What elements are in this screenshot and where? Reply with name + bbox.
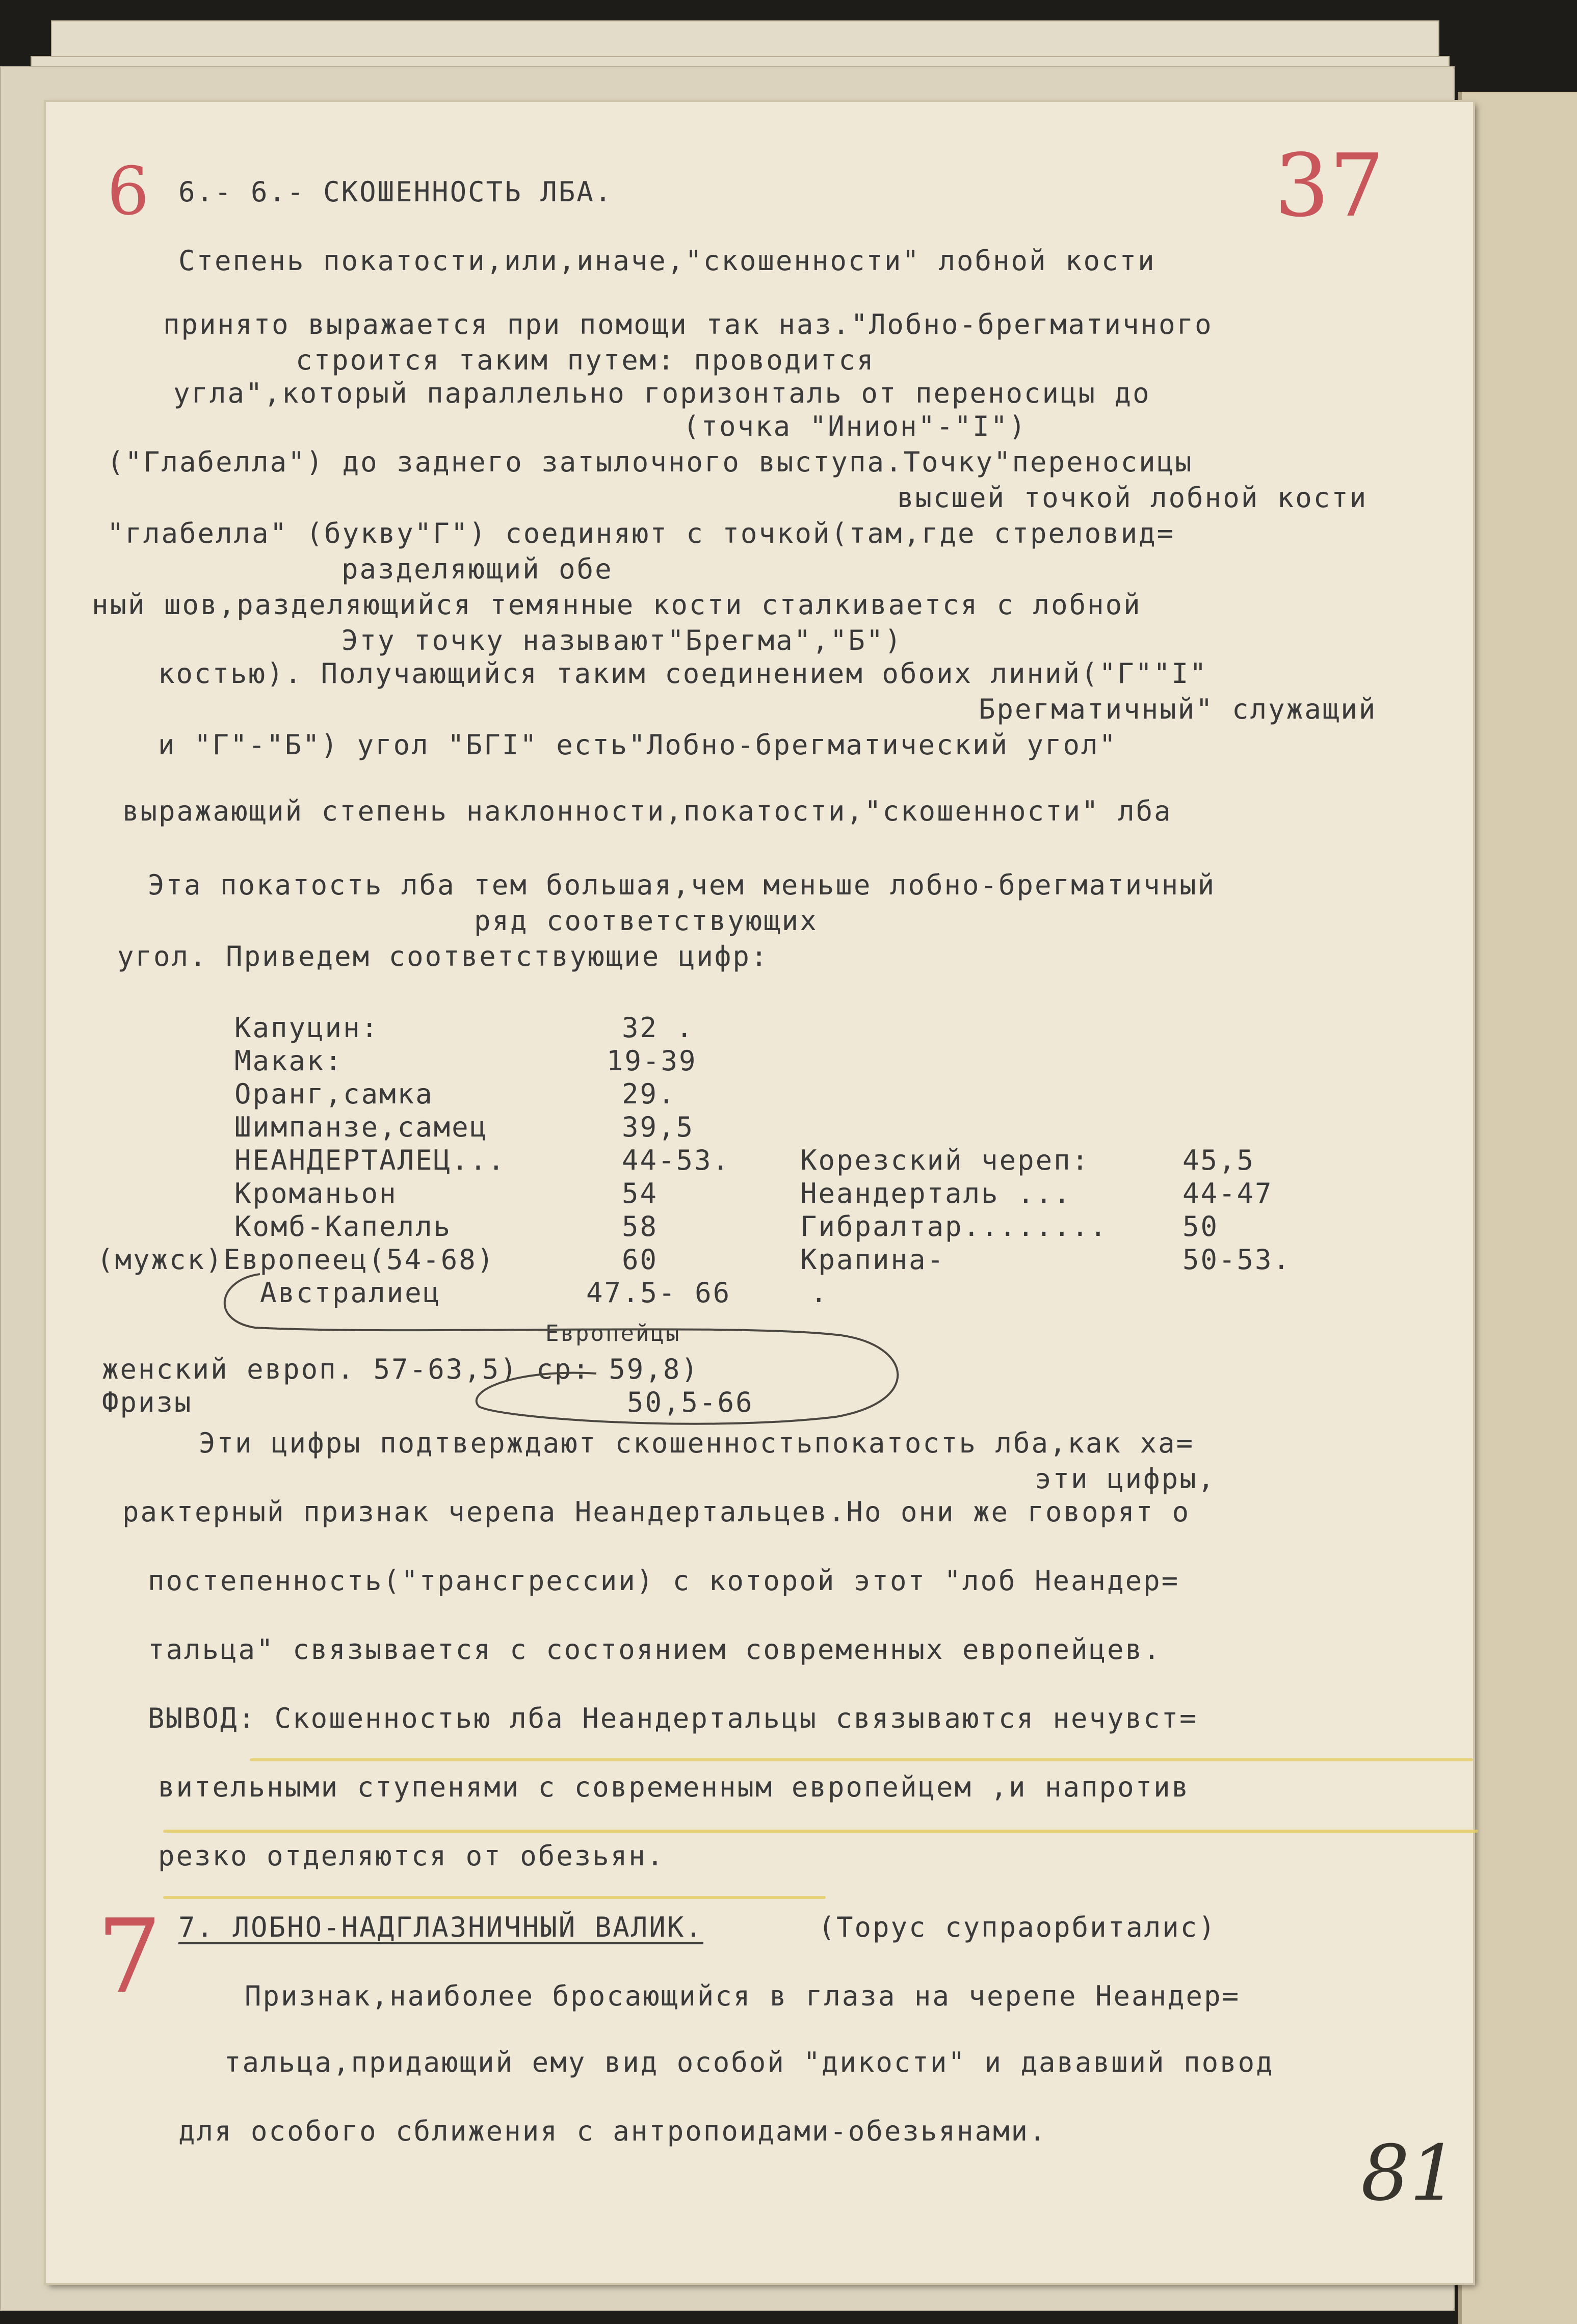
text-line: Эта покатость лба тем большая,чем меньше лобно-брегматичный <box>148 869 1216 901</box>
table-label: Комб-Капелль <box>234 1210 452 1243</box>
table-value: 19-39 <box>607 1045 697 1077</box>
text-line: и "Г"-"Б") угол "БГI" есть"Лобно-брегматический угол" <box>158 729 1118 761</box>
text-line: тальца" связывается с состоянием современных европейцев. <box>148 1633 1162 1666</box>
table-label: (мужск)Европеец(54-68) <box>97 1244 495 1276</box>
text-line: Эту точку называют"Брегма","Б") <box>341 624 903 656</box>
text-line: рактерный признак черепа Неандертальцев.Но они же говорят о <box>122 1496 1191 1528</box>
text-line: Признак,наиболее бросающийся в глаза на черепе Неандер= <box>245 1980 1241 2012</box>
highlight-line <box>163 1896 826 1899</box>
table-label: НЕАНДЕРТАЛЕЦ... <box>234 1144 506 1176</box>
table-value: 45,5 <box>1182 1144 1255 1176</box>
text-line: постепенность("трансгрессии) с которой этот "лоб Неандер= <box>148 1565 1180 1597</box>
text-line: угол. Приведем соответствующие цифр: <box>117 940 769 972</box>
table-value: 54 <box>622 1177 659 1209</box>
text-line: (Торус супраорбиталис) <box>800 1911 1217 1943</box>
text-line: костью). Получающийся таким соединением обоих линий("Г""I" <box>158 657 1208 690</box>
table-value: 50 <box>1182 1210 1219 1243</box>
table-label: Капуцин: <box>234 1012 380 1044</box>
folio-number: 81 <box>1361 2129 1458 2218</box>
table-value: 50,5-66 <box>627 1386 754 1418</box>
table-value: 29. <box>622 1078 676 1110</box>
section-heading: 6.- 6.- СКОШЕННОСТЬ ЛБА. <box>178 176 613 208</box>
table-label: Европейцы <box>545 1321 681 1346</box>
text-line: ный шов,разделяющийся темянные кости сталкивается с лобной <box>92 589 1142 621</box>
text-line: для особого сближения с антропоидами-обезьянами. <box>178 2115 1047 2147</box>
table-label: Австралиец <box>260 1277 441 1309</box>
margin-mark-six: 6 <box>107 152 149 230</box>
table-value: 44-53. <box>622 1144 731 1176</box>
table-label: Оранг,самка <box>234 1078 434 1110</box>
text-line: разделяющий обе <box>341 553 613 585</box>
table-value: 47.5- 66 <box>586 1277 731 1309</box>
text-line: Брегматичный" служащий <box>979 693 1377 725</box>
table-label: женский европ. 57-63,5) ср: 59,8) <box>102 1353 699 1385</box>
text-line: Степень покатости,или,иначе,"скошенности" лобной кости <box>178 245 1156 277</box>
text-line: принято выражается при помощи так наз."Лобно-брегматичного <box>163 308 1213 340</box>
margin-mark-seven: 7 <box>97 1897 162 2016</box>
table-label: Неандерталь ... <box>800 1177 1072 1209</box>
text-line: выражающий степень наклонности,покатости,"скошенности" лба <box>122 795 1172 827</box>
text-line: ВЫВОД: Скошенностью лба Неандертальцы связываются нечувст= <box>148 1702 1198 1734</box>
text-line: вительными ступенями с современным европейцем ,и напротив <box>158 1771 1190 1803</box>
table-label: Шимпанзе,самец <box>234 1111 488 1143</box>
text-line: ряд соответствующих <box>474 905 818 937</box>
table-label: Корезский череп: <box>800 1144 1090 1176</box>
table-value: 60 <box>622 1244 659 1276</box>
section-heading: 7. ЛОБНО-НАДГЛАЗНИЧНЫЙ ВАЛИК. <box>178 1911 703 1943</box>
text-line: ("Глабелла") до заднего затылочного выступа.Точку"переносицы <box>107 446 1193 478</box>
page-number: 37 <box>1274 136 1385 236</box>
table-label: Фризы <box>102 1386 193 1418</box>
text-line: Эти цифры подтверждают скошенностьпокатость лба,как ха= <box>199 1427 1195 1459</box>
text-line: резко отделяются от обезьян. <box>158 1840 665 1872</box>
text-line: эти цифры, <box>1035 1463 1216 1495</box>
typewritten-page <box>46 102 1473 2283</box>
highlight-line <box>250 1758 1473 1761</box>
text-line: "глабелла" (букву"Г") соединяют с точкой(там,где стреловид= <box>107 517 1175 549</box>
binder-board <box>1458 92 1577 2324</box>
text-line: высшей точкой лобной кости <box>897 482 1368 514</box>
highlight-line <box>163 1830 1478 1833</box>
text-line: строится таким путем: проводится <box>296 344 875 376</box>
text-line: угла",который параллельно горизонталь от переносицы до <box>173 377 1151 409</box>
table-label: Макак: <box>234 1045 344 1077</box>
text-line: тальца,придающий ему вид особой "дикости" и дававший повод <box>224 2046 1274 2078</box>
pencil-loop <box>199 1264 923 1427</box>
table-value: 44-47 <box>1182 1177 1273 1209</box>
table-value: 32 . <box>622 1012 695 1044</box>
table-value: 58 <box>622 1210 659 1243</box>
text-line: (точка "Инион"-"I") <box>683 410 1027 442</box>
table-value: 39,5 <box>622 1111 695 1143</box>
table-label: Крапина- <box>800 1244 945 1276</box>
table-label: Кроманьон <box>234 1177 398 1209</box>
table-label: Гибралтар........ <box>800 1210 1108 1243</box>
table-value: 50-53. <box>1182 1244 1292 1276</box>
table-value: . <box>810 1277 829 1309</box>
